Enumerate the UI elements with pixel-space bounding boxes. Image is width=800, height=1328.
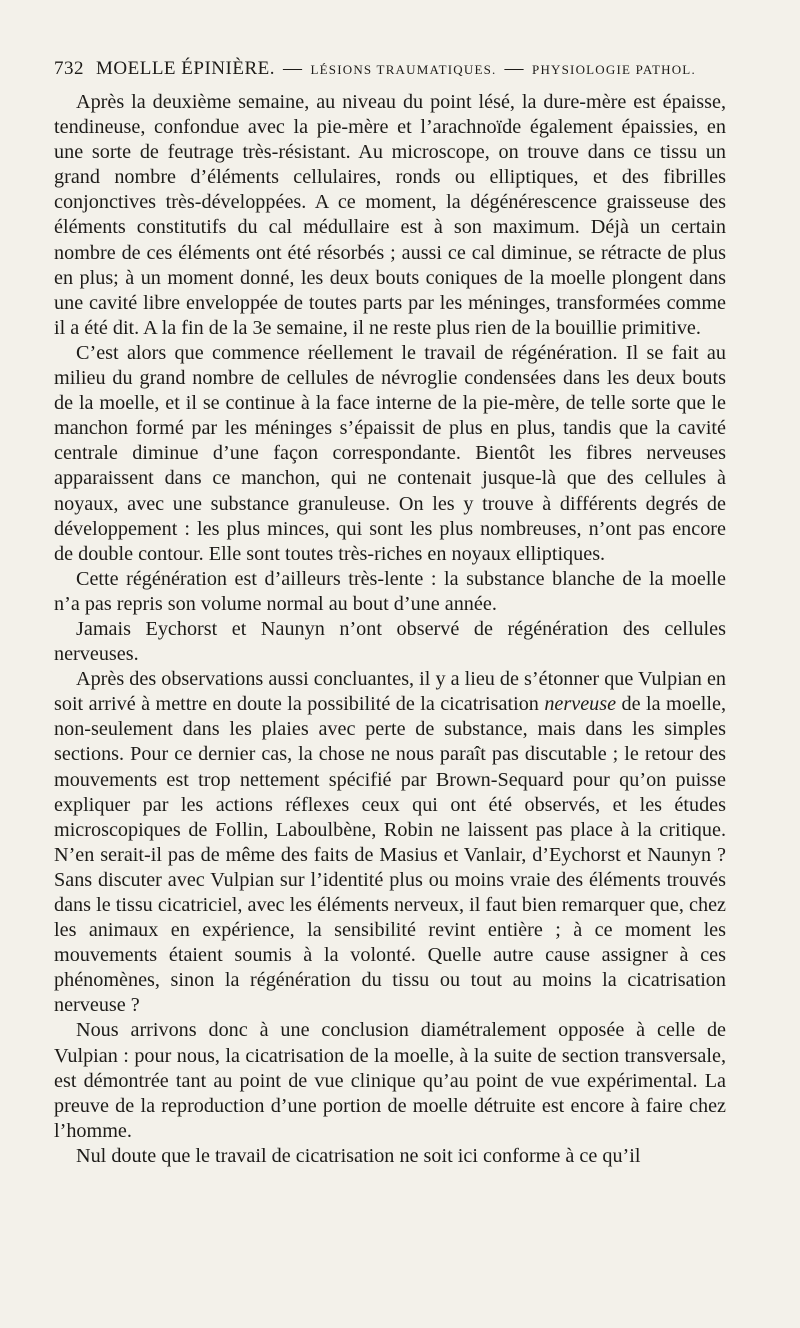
italic-term: nerveuse: [544, 693, 617, 716]
header-dash: —: [504, 58, 525, 79]
paragraph: C’est alors que commence réellement le travail de régénération. Il se fait au milieu du grand nombre de cellules de névroglie condensées dans les deux bouts de la moelle, et il se continue à la face interne de la pie-mère, de telle sorte que le manchon formé par les méninges s’épaissit de plus en plus, tandis que la cavité centrale diminue d’une façon correspondante. Bientôt les fibres nerveuses apparaissent dans ce manchon, qui ne contenait jusque-là que des cellules à noyaux, avec une substance granuleuse. On les y trouve à différents degrés de développement : les plus minces, qui sont les plus nombreuses, n’ont pas encore de double contour. Elle sont toutes très-riches en noyaux elliptiques.: [54, 341, 726, 565]
paragraph: Après la deuxième semaine, au niveau du point lésé, la dure-mère est épaisse, tendineuse, confondue avec la pie-mère et l’arachnoïde également épaissies, en une sorte de feutrage très-résistant. Au microscope, on trouve dans ce tissu un grand nombre d’éléments cellulaires, ronds ou elliptiques, et des fibrilles conjonctives très-développées. A ce moment, la dégénérescence graisseuse des éléments constitutifs du cal médullaire est à son maximum. Déjà un certain nombre de ces éléments ont été résorbés ; aussi ce cal diminue, se rétracte de plus en plus; à un moment donné, les deux bouts coniques de la moelle plongent dans une cavité libre enveloppée de toutes parts par les méninges, transformées comme il a été dit. A la fin de la 3e semaine, il ne reste plus rien de la bouillie primitive.: [54, 91, 726, 339]
running-head: [54, 58, 726, 80]
paragraph: Jamais Eychorst et Naunyn n’ont observé de régénération des cellules nerveuses.: [54, 617, 726, 666]
body-text: [54, 90, 726, 1169]
page-number: 732: [54, 58, 84, 79]
chapter-title: MOELLE ÉPINIÈRE.: [96, 58, 275, 79]
paragraph: Nous arrivons donc à une conclusion diamétralement opposée à celle de Vulpian : pour nous, la cicatrisation de la moelle, à la suite de section transversale, est démontrée tant au point de vue clinique qu’au point de vue expérimental. La preuve de la reproduction d’une portion de moelle détruite est encore à faire chez l’homme.: [54, 1019, 726, 1142]
paragraph-text: Après des observations aussi concluantes, il y a lieu de s’étonner que Vulpian en soit arrivé à mettre en doute la possibilité de la cicatrisation: [54, 668, 726, 716]
paragraph: [54, 667, 726, 1018]
paragraph: Cette régénération est d’ailleurs très-lente : la substance blanche de la moelle n’a pas repris son volume normal au bout d’une année.: [54, 567, 726, 615]
subsection-title: PHYSIOLOGIE PATHOL.: [532, 62, 696, 77]
section-title: LÉSIONS TRAUMATIQUES.: [310, 62, 497, 77]
paragraph: Nul doute que le travail de cicatrisation ne soit ici conforme à ce qu’il: [76, 1144, 641, 1167]
header-dash: —: [282, 58, 303, 79]
paragraph-text: de la moelle, non-seulement dans les plaies avec perte de substance, mais dans les simples sections. Pour ce dernier cas, la chose ne nous paraît pas discutable ; le retour des mouvements est trop nettement spécifié par Brown-Sequard pour qu’on puisse expliquer par les actions réflexes ceux qui ont été observés, et les études microscopiques de Follin, Laboulbène, Robin ne laissent pas place à la critique. N’en serait-il pas de même des faits de Masius et Vanlair, d’Eychorst et Naunyn ? Sans discuter avec Vulpian sur l’identité plus ou moins vraie des éléments trouvés dans le tissu cicatriciel, avec les éléments nerveux, il faut bien remarquer que, chez les animaux en expérience, la sensibilité revint entière ; à ce moment les mouvements étaient soumis à la volonté. Quelle autre cause assigner à ces phénomènes, sinon la régénération du tissu ou tout au moins la cicatrisation nerveuse ?: [54, 693, 726, 1017]
